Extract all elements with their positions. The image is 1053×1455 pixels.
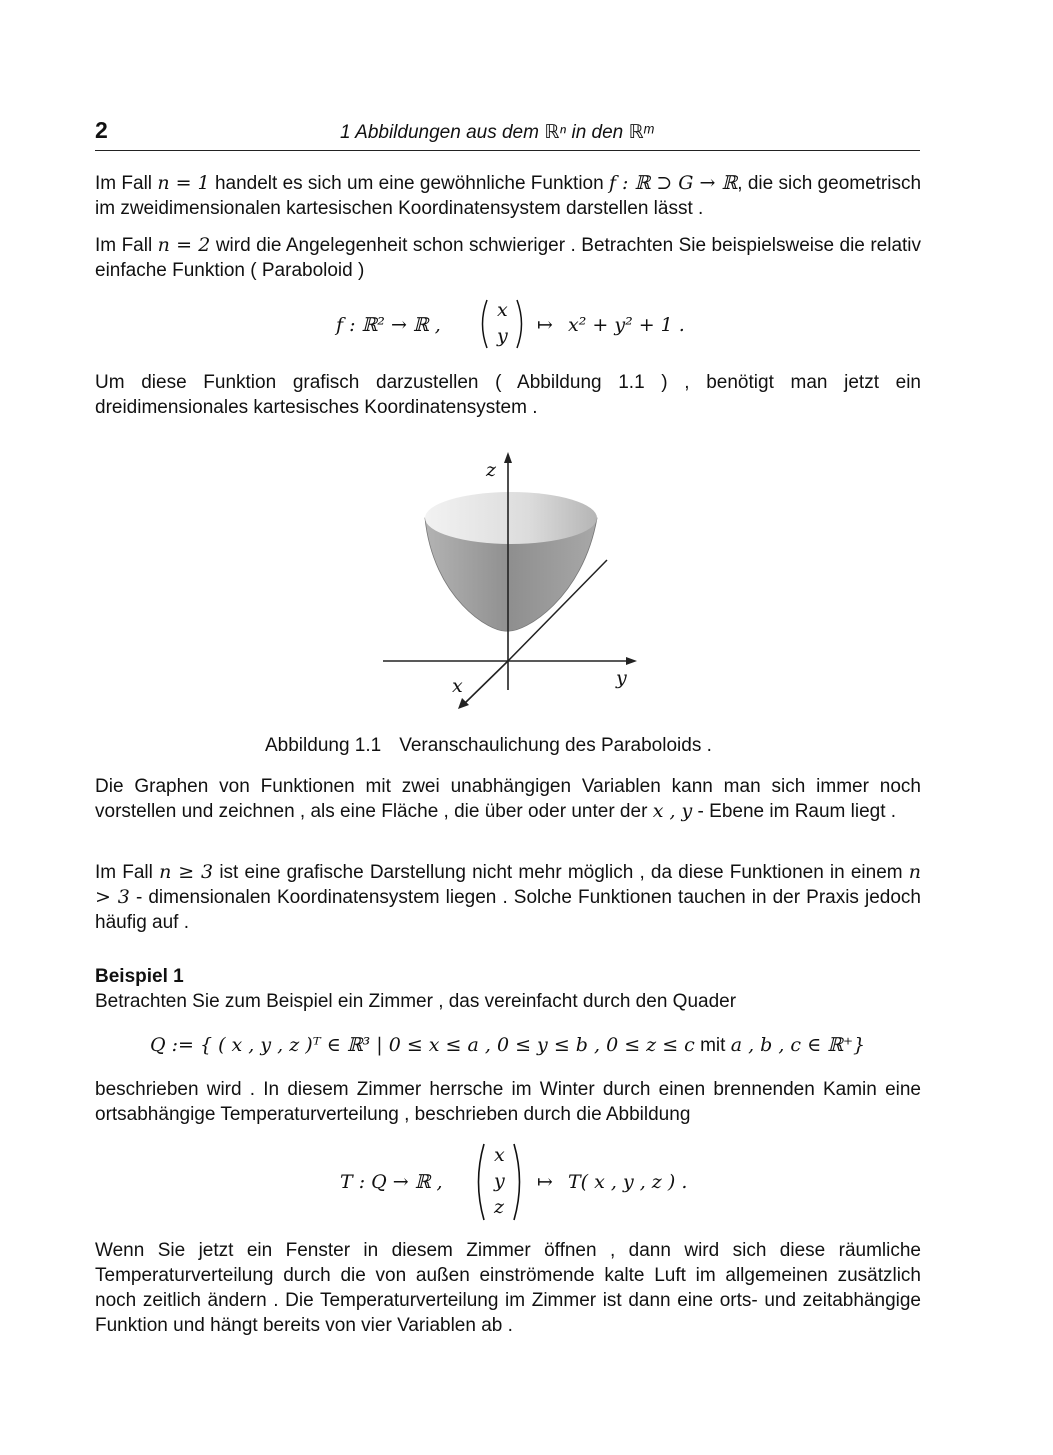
y-axis-arrow <box>626 657 637 665</box>
equation-3-mapsto: ↦ <box>537 1171 553 1193</box>
vec3-x: x <box>494 1144 505 1166</box>
paragraph-7: beschrieben wird . In diesem Zimmer herrsche im Winter durch einen brennenden Kamin eine ortsabhängige Temperaturverteilung , beschrieben durch die Abbildung <box>95 1079 921 1125</box>
p4-text-a: Die Graphen von Funktionen mit zwei unabhängigen Variablen kann man sich immer noch vorstellen und zeichnen , als eine Fläche , die über oder unter der <box>95 776 921 822</box>
paragraph-6: Betrachten Sie zum Beispiel ein Zimmer , das vereinfacht durch den Quader <box>95 991 737 1012</box>
equation-2-mit: mit <box>700 1035 726 1056</box>
equation-2-tail: a , b , c ∈ ℝ⁺} <box>730 1034 866 1056</box>
p5-math-n: n ≥ 3 <box>159 861 214 883</box>
caption-text: Veranschaulichung des Paraboloids . <box>399 735 712 756</box>
equation-1-rhs: x² + y² + 1 . <box>568 314 685 336</box>
axis-label-y: y <box>616 667 627 689</box>
p1-text-a: Im Fall <box>95 173 153 194</box>
axis-label-x: x <box>452 675 463 697</box>
equation-3-vector <box>473 1142 525 1222</box>
paragraph-5 <box>95 860 921 935</box>
equation-3-rhs: T( x , y , z ) . <box>568 1171 688 1193</box>
p1-math-f: f : ℝ ⊃ G → ℝ <box>608 172 738 194</box>
p2-math-n: n = 2 <box>157 234 211 256</box>
paragraph-2 <box>95 233 921 283</box>
p1-math-n: n = 1 <box>157 172 210 194</box>
caption-label: Abbildung 1.1 <box>265 735 382 756</box>
page-number: 2 <box>95 117 108 143</box>
vec3-z: z <box>494 1196 505 1218</box>
equation-1-lhs: f : ℝ² → ℝ , <box>336 314 441 336</box>
page-header <box>95 116 920 151</box>
p4-text-b: - Ebene im Raum liegt . <box>697 801 897 822</box>
equation-1-vector <box>477 298 527 350</box>
p1-text-c: , die sich geometrisch im zweidimensionalen kartesischen Koordinatensystem darstellen lässt . <box>95 173 922 219</box>
vec3-y: y <box>494 1170 505 1192</box>
vec-y: y <box>497 325 508 347</box>
p5-text-a: Im Fall <box>95 862 153 883</box>
p4-math-xy: x , y <box>652 800 693 822</box>
axis-label-z: z <box>486 459 497 481</box>
equation-1-mapsto: ↦ <box>537 314 553 336</box>
z-axis-arrow <box>504 452 512 463</box>
example-title: Beispiel 1 <box>95 966 184 987</box>
paragraph-4 <box>95 774 921 824</box>
p2-text-a: Im Fall <box>95 235 153 256</box>
paragraph-1 <box>95 171 921 221</box>
paragraph-8: Wenn Sie jetzt ein Fenster in diesem Zimmer öffnen , dann wird sich diese räumliche Temperaturverteilung durch die von außen einströmende kalte Luft im allgemeinen zusätzlich noch zeitlich ändern . Die Temperaturverteilung im Zimmer ist dann eine orts- und zeitabhängige Funktion und hängt bereits von vier Variablen ab . <box>95 1240 921 1336</box>
x-axis <box>465 661 508 703</box>
p2-text-b: wird die Angelegenheit schon schwieriger . Betrachten Sie beispielsweise die relativ einfache Funktion ( Paraboloid ) <box>95 235 922 281</box>
figure-caption <box>265 733 712 758</box>
running-head: 1 Abbildungen aus dem ℝⁿ in den ℝᵐ <box>340 122 654 143</box>
equation-3-lhs: T : Q → ℝ , <box>340 1171 443 1193</box>
paraboloid-rim <box>425 492 597 544</box>
equation-2-set: Q := { ( x , y , z )ᵀ ∈ ℝ³ | 0 ≤ x ≤ a , 0 ≤ y ≤ b , 0 ≤ z ≤ c <box>150 1034 695 1056</box>
paraboloid-figure <box>375 448 645 713</box>
p5-text-c: - dimensionalen Koordinatensystem liegen . Solche Funktionen tauchen in der Praxis jedoch häufig auf . <box>95 887 921 933</box>
paragraph-3: Um diese Funktion grafisch darzustellen ( Abbildung 1.1 ) , benötigt man jetzt ein dreidimensionales kartesisches Koordinatensystem . <box>95 372 921 418</box>
vec-x: x <box>497 299 508 321</box>
equation-2 <box>150 1033 865 1058</box>
p5-math-n2: n > 3 <box>95 861 922 908</box>
p1-text-b: handelt es sich um eine gewöhnliche Funktion <box>214 173 604 194</box>
p5-text-b: ist eine grafische Darstellung nicht mehr möglich , da diese Funktionen in einem <box>219 862 903 883</box>
